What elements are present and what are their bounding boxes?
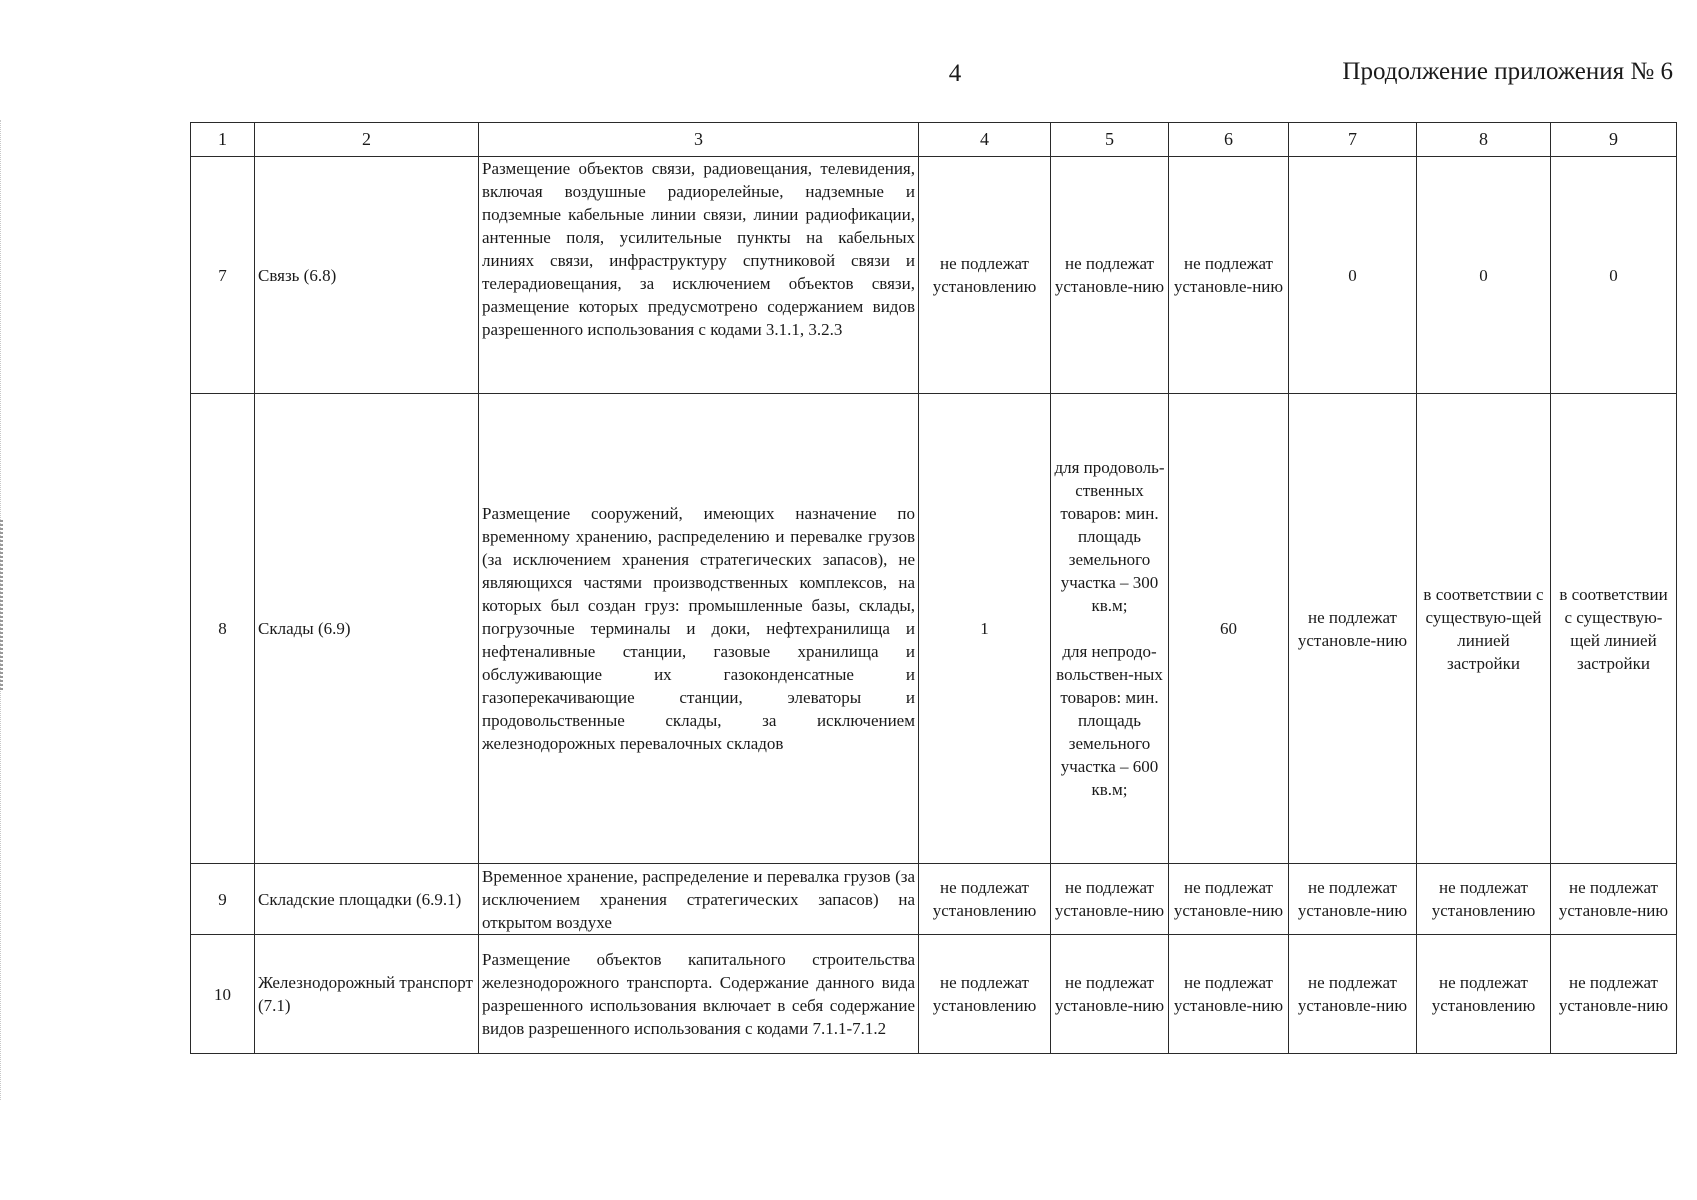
- cell-col-5: не подлежат установле-нию: [1051, 935, 1169, 1054]
- cell-col-6: 60: [1169, 394, 1289, 864]
- land-use-type: Склады (6.9): [255, 394, 479, 864]
- cell-col-9: 0: [1551, 157, 1677, 394]
- land-use-type: Складские площадки (6.9.1): [255, 864, 479, 935]
- cell-col-5: не подлежат установле-нию: [1051, 157, 1169, 394]
- land-use-description: Размещение объектов капитального строительства железнодорожного транспорта. Содержание данного вида разрешенного использования включает в себя содержание видов разрешенного использования с кодами 7.1.1-7.1.2: [479, 935, 919, 1054]
- row-number: 9: [191, 864, 255, 935]
- cell-col-8: 0: [1417, 157, 1551, 394]
- header-cell-7: 7: [1289, 123, 1417, 157]
- cell-col-4: не подлежат установлению: [919, 864, 1051, 935]
- cell-col-9: в соответствии с существую-щей линией застройки: [1551, 394, 1677, 864]
- cell-col-5: [1051, 394, 1169, 864]
- table-header-row: [191, 123, 1677, 157]
- land-use-description: Размещение объектов связи, радиовещания, телевидения, включая воздушные радиорелейные, надземные и подземные кабельные линии связи, линии радиофикации, антенные поля, усилительные пункты на кабельных линиях связи, инфраструктуру спутниковой связи и телерадиовещания, за исключением объектов связи, размещение которых предусмотрено содержанием видов разрешенного использования с кодами 3.1.1, 3.2.3: [479, 157, 919, 394]
- page-number: 4: [948, 60, 962, 87]
- cell-col-7: не подлежат установле-нию: [1289, 864, 1417, 935]
- land-use-description: Временное хранение, распределение и перевалка грузов (за исключением хранения стратегических запасов) на открытом воздухе: [479, 864, 919, 935]
- land-use-type: Железнодорожный транспорт (7.1): [255, 935, 479, 1054]
- scan-margin-binding: [0, 520, 3, 690]
- table-row: [191, 394, 1677, 864]
- row-number: 7: [191, 157, 255, 394]
- row-number: 8: [191, 394, 255, 864]
- land-use-regulations-table: [190, 122, 1677, 1054]
- cell-col-8: не подлежат установлению: [1417, 864, 1551, 935]
- cell-col-8: в соответствии с существую-щей линией застройки: [1417, 394, 1551, 864]
- land-use-description: Размещение сооружений, имеющих назначение по временному хранению, распределению и перевалке грузов (за исключением хранения стратегических запасов), не являющихся частями производственных комплексов, на которых был создан груз: промышленные базы, склады, погрузочные терминалы и доки, нефтехранилища и нефтеналивные станции, газовые хранилища и обслуживающие их газоконденсатные и газоперекачивающие станции, элеваторы и продовольственные склады, за исключением железнодорожных перевалочных складов: [479, 394, 919, 864]
- cell-col-6: не подлежат установле-нию: [1169, 157, 1289, 394]
- cell-col-5-nonfood-goods: для непродо-вольствен-ных товаров: мин. площадь земельного участка – 600 кв.м;: [1056, 642, 1163, 799]
- header-cell-3: 3: [479, 123, 919, 157]
- cell-col-6: не подлежат установле-нию: [1169, 864, 1289, 935]
- appendix-continuation-title: Продолжение приложения № 6: [1342, 58, 1673, 85]
- row-number: 10: [191, 935, 255, 1054]
- cell-col-4: не подлежат установлению: [919, 935, 1051, 1054]
- cell-col-4: не подлежат установлению: [919, 157, 1051, 394]
- table-row: [191, 935, 1677, 1054]
- header-cell-4: 4: [919, 123, 1051, 157]
- cell-col-9: не подлежат установле-нию: [1551, 935, 1677, 1054]
- header-cell-2: 2: [255, 123, 479, 157]
- table-row: [191, 157, 1677, 394]
- cell-col-7: не подлежат установле-нию: [1289, 394, 1417, 864]
- cell-col-4: 1: [919, 394, 1051, 864]
- cell-col-8: не подлежат установлению: [1417, 935, 1551, 1054]
- table-row: [191, 864, 1677, 935]
- cell-col-9: не подлежат установле-нию: [1551, 864, 1677, 935]
- header-cell-9: 9: [1551, 123, 1677, 157]
- header-cell-6: 6: [1169, 123, 1289, 157]
- cell-col-7: не подлежат установле-нию: [1289, 935, 1417, 1054]
- header-cell-5: 5: [1051, 123, 1169, 157]
- header-cell-1: 1: [191, 123, 255, 157]
- cell-col-7: 0: [1289, 157, 1417, 394]
- cell-col-6: не подлежат установле-нию: [1169, 935, 1289, 1054]
- cell-col-5-food-goods: для продоволь-ственных товаров: мин. площадь земельного участка – 300 кв.м;: [1054, 458, 1165, 615]
- header-cell-8: 8: [1417, 123, 1551, 157]
- land-use-type: Связь (6.8): [255, 157, 479, 394]
- cell-col-5: не подлежат установле-нию: [1051, 864, 1169, 935]
